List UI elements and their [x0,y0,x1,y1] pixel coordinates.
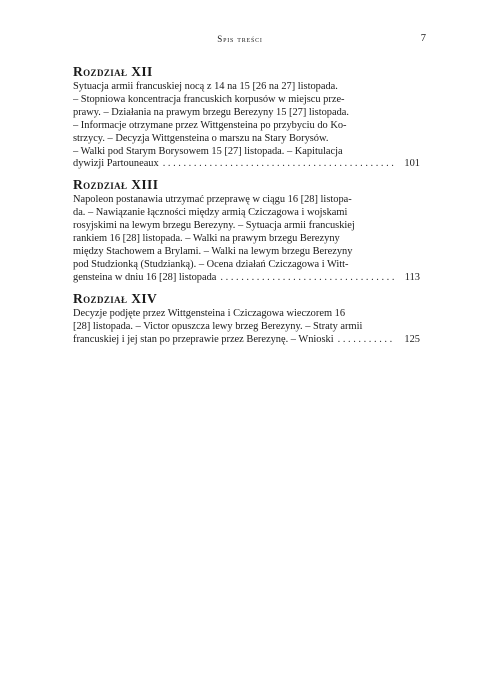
toc-chapter-xiv [73,291,420,347]
chapter-summary [73,308,420,347]
summary-line: strzycy. – Decyzja Wittgensteina o marszu na Stary Borysów. [73,132,329,144]
toc-chapter-xii [73,64,420,171]
summary-line: – Walki pod Starym Borysowem 15 [27] listopada. – Kapitulacja [73,145,343,157]
table-of-contents [73,64,420,352]
chapter-summary [73,194,420,284]
dot-leader [338,334,394,347]
chapter-title: Rozdział XIII [73,177,159,193]
summary-line: Napoleon postanawia utrzymać przeprawę w ciągu 16 [28] listopa- [73,194,352,206]
summary-line: między Stachowem a Brylami. – Walki na lewym brzegu Berezyny [73,245,353,257]
page-number: 7 [420,33,426,44]
summary-last-line [73,334,420,347]
summary-line: – Stopniowa koncentracja francuskich korpusów w miejscu prze- [73,93,345,105]
toc-page-number: 125 [404,333,420,345]
chapter-summary [73,81,420,171]
summary-line: da. – Nawiązanie łączności między armią Cziczagowa i wojskami [73,207,348,219]
summary-line: [28] listopada. – Victor opuszcza lewy brzeg Berezyny. – Straty armii [73,320,363,332]
summary-line: rosyjskimi na lewym brzegu Berezyny. – Sytuacja armii francuskiej [73,220,355,232]
summary-last-line [73,272,420,285]
summary-line: pod Studzionką (Studzianką). – Ocena działań Cziczagowa i Witt- [73,258,349,270]
toc-page-number: 101 [404,158,420,170]
toc-chapter-xiii [73,177,420,284]
summary-line: prawy. – Działania na prawym brzegu Berezyny 15 [27] listopada. [73,106,350,118]
summary-line: Sytuacja armii francuskiej nocą z 14 na 15 [26 na 27] listopada. [73,81,338,92]
dot-leader [220,272,394,285]
summary-line: francuskiej i jej stan po przeprawie przez Berezynę. – Wnioski [73,333,334,345]
chapter-title: Rozdział XIV [73,290,158,306]
summary-line: rankiem 16 [28] listopada. – Walki na prawym brzegu Berezyny [73,233,340,245]
summary-last-line [73,158,420,171]
summary-line: gensteina w dniu 16 [28] listopada [73,271,217,283]
summary-line: – Informacje otrzymane przez Wittgensteina po przybyciu do Ko- [73,119,347,131]
summary-line: Decyzje podjęte przez Wittgensteina i Cziczagowa wieczorem 16 [73,307,346,319]
dot-leader [163,158,394,171]
chapter-title: Rozdział XII [73,64,153,79]
summary-line: dywizji Partouneaux [73,158,159,170]
toc-page-number: 113 [404,271,420,283]
running-head: Spis treści [217,34,263,44]
